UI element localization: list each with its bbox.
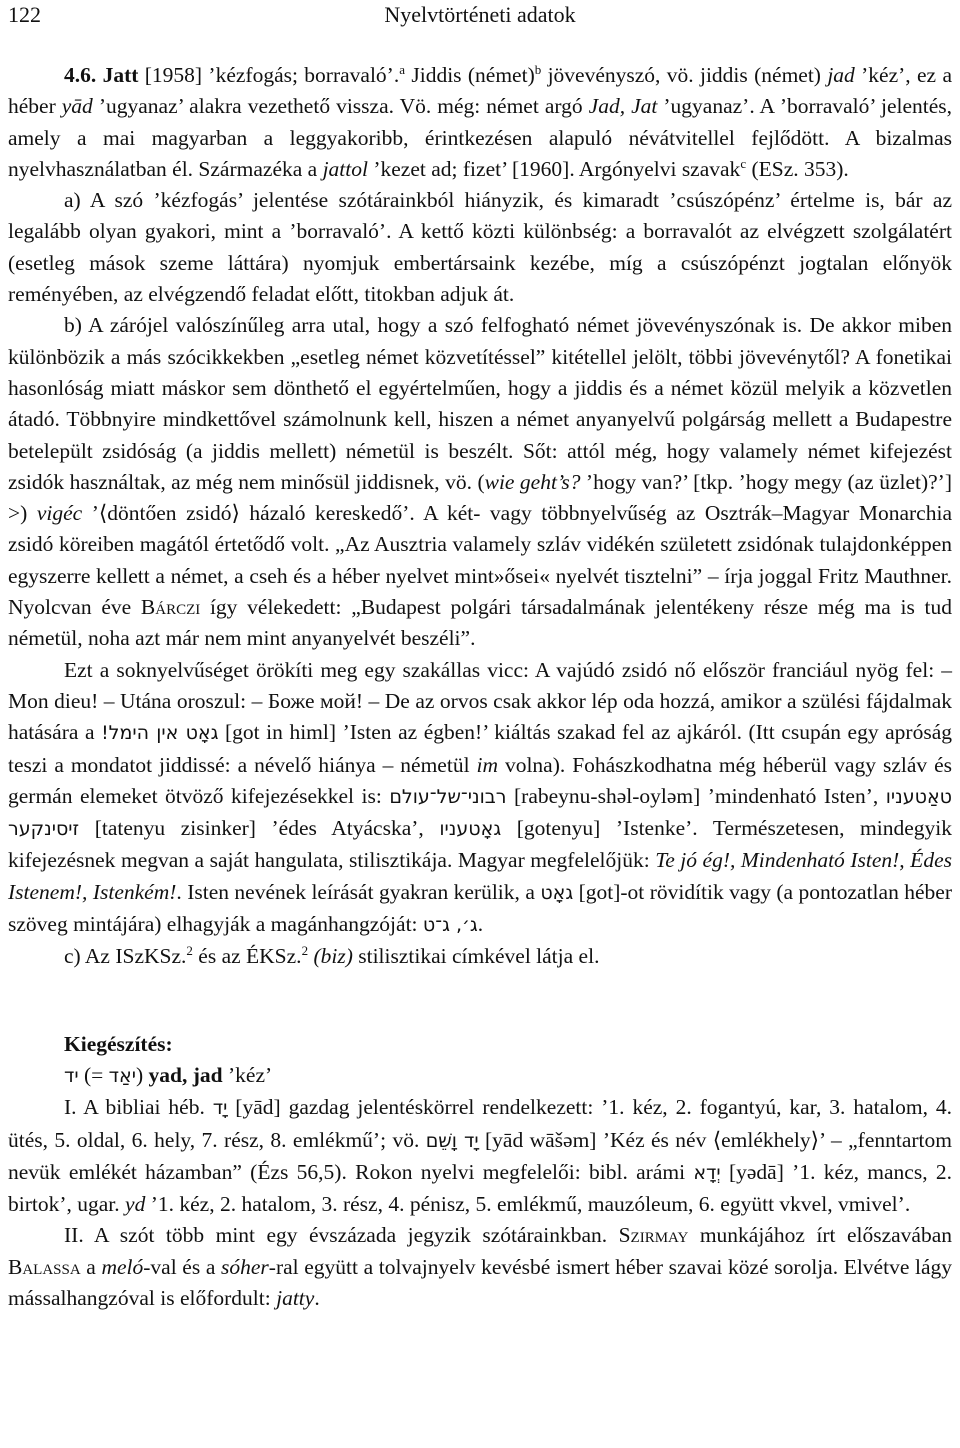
text-run: ’hogy van?’ [tkp. ’hogy megy (az üzlet)?’] >) bbox=[8, 469, 952, 526]
text-run: Ezt a soknyelvűséget örökíti meg egy szakállas vicc: A vajúdó zsidó nő először franciául nyög fel: – Mon dieu! – Utána oroszul: – Боже мой! – De az orvos csak akkor lép oda hozzá, amikor a szülési fájdalmak hatására a bbox=[8, 657, 952, 745]
hebrew-phrase: טאַטעניו זיסינקער bbox=[8, 785, 953, 841]
hebrew-phrase: גאָטעניו bbox=[439, 818, 502, 841]
text-run: így vélekedett: „Budapest polgári társadalmának jelentékeny része még ma is tud németül, noha azt már nem mint anyanyelvét beszéli”. bbox=[8, 595, 953, 651]
text-run: (ESz. 353). bbox=[746, 156, 849, 181]
section-II-paragraph bbox=[8, 1220, 952, 1314]
text-run: II. A szót több mint egy évszázada jegyzik szótárainkban. bbox=[64, 1223, 619, 1248]
text-run: [1958] ’kézfogás; borravaló’. bbox=[138, 63, 400, 87]
text-run: ’⟨döntően zsidó⟩ házaló kereskedő’. A két- vagy többnyelvűség az Osztrák–Magyar Monarchia zsidó köreiben magától értetődő volt. „Az Ausztria valamely szláv vidékén született zsidónak tulajdonképpen egyszerre kellett a német, a cseh és a héber nyelvet mint»ősei« nyelvét tisztelni” – írja joggal Fritz Mauthner. Nyolcvan éve bbox=[8, 501, 952, 620]
text-run: . bbox=[477, 912, 484, 937]
text-run: c) Az ISzKSz. bbox=[64, 944, 187, 969]
italic-term: wie geht’s? bbox=[484, 469, 581, 494]
text-run: a bbox=[80, 1254, 102, 1279]
italic-term: jattol bbox=[322, 156, 368, 181]
hebrew-phrase: יד bbox=[64, 1064, 79, 1087]
text-run: [rabeynu-shəl-oyləm] ’mindenható Isten’, bbox=[506, 783, 886, 808]
hebrew-phrase: גאָט bbox=[540, 881, 574, 904]
text-run: b) A zárójel valószínűleg arra utal, hogy a szó felfogható német jövevényszónak is. De akkor miben különbözik a más szócikkekben „esetleg német közvetítéssel” kitétellel jelölt, többi jövevénytől? A fonetikai hasonlóság miatt máskor sem dönthető el egyértelműen, hogy a jiddis és a német közül melyik a közvetlen átadó. Többnyire mindkettővel számolnunk kell, hiszen a német anyanyelvű polgárság mellett a Budapestre betelepült zsidóság (a jiddis mellett) németül is beszélt. Sőt: attól még, hogy valamely német kifejezést zsidók használtak, az még nem minősül jiddisnek, vö. ( bbox=[8, 313, 952, 494]
note-b-paragraph bbox=[8, 310, 952, 654]
text-run: (= bbox=[78, 1062, 109, 1087]
text-run: ’kezet ad; fizet’ [1960]. Argónyelvi szavak bbox=[367, 156, 741, 181]
joke-paragraph bbox=[8, 655, 952, 942]
text-run: . bbox=[314, 1285, 320, 1310]
text-run: ’ugyanaz’. A ’borravaló’ jelentés, amely a mai magyarban a leggyakoribb, érintkezésen alapuló névátvitellel fejlődött. A bizalmas nyelvhasználatban él. Származéka a bbox=[8, 94, 953, 181]
text-run: [got]-ot rövidítik vagy (a pontozatlan héber szöveg mintájára) elhagyják a magánhangzóját: bbox=[8, 879, 952, 937]
entry-jatt-paragraph bbox=[8, 60, 952, 185]
italic-term: meló bbox=[101, 1254, 144, 1279]
running-title: Nyelvtörténeti adatok bbox=[384, 2, 576, 27]
text-run: [yād wāšəm] ’Kéz és név ⟨emlékhely⟩’ – „fenntartom nevük emlékét házamban” (Ézs 56,5). Rokon nyelvi megfelelői: bibl. arámi bbox=[8, 1127, 952, 1184]
footnote-marker-b: b bbox=[534, 61, 542, 77]
text-run: [tatenyu zisinker] ’édes Atyácska’, bbox=[79, 816, 440, 841]
hebrew-phrase: יָד וָשֵׁם bbox=[425, 1129, 479, 1152]
italic-term: (biz) bbox=[313, 944, 353, 969]
text-run: ) bbox=[136, 1062, 149, 1087]
text-run: [got in himl] ’Isten az égben!’ kiáltás szakad fel az ajkáról. (Itt csupán egy apróság teszi a mondatot jiddissé: a névelő hiánya – németül bbox=[8, 720, 952, 777]
hebrew-phrase: יאַד bbox=[108, 1064, 136, 1087]
entry-headword: 4.6. Jatt bbox=[64, 63, 139, 87]
section-I-paragraph bbox=[8, 1092, 952, 1220]
text-run: jövevényszó, vö. jiddis (német) bbox=[541, 63, 828, 87]
footnote-marker-a: a bbox=[399, 61, 406, 77]
text-run: ’kéz’ bbox=[222, 1062, 273, 1087]
text-run: I. A bibliai héb. bbox=[64, 1095, 213, 1120]
text-run: Jiddis (német) bbox=[405, 63, 535, 87]
supplement-heading: Kiegészítés: bbox=[64, 1031, 173, 1056]
page-body bbox=[8, 60, 952, 1314]
italic-term: jad bbox=[827, 63, 855, 87]
text-run: ’ugyanaz’ alakra vezethető vissza. Vö. még: német argó bbox=[92, 94, 589, 119]
note-c-paragraph bbox=[8, 941, 952, 972]
italic-term: jatty bbox=[276, 1285, 315, 1310]
hebrew-phrase: רבוני־של־עולם bbox=[389, 785, 507, 808]
section-spacer bbox=[8, 973, 952, 1029]
text-run: ’1. kéz, 2. hatalom, 3. rész, 4. pénisz, 5. emlékmű, mauzóleum, 6. együtt vkvel, vmivel’. bbox=[145, 1192, 911, 1217]
author-name: Bárczi bbox=[140, 595, 201, 620]
italic-term: vigéc bbox=[36, 501, 83, 526]
footnote-marker-c: c bbox=[740, 155, 747, 171]
text-run: . Isten nevének leírását gyakran kerülik, a bbox=[176, 879, 541, 904]
note-a-paragraph: a) A szó ’kézfogás’ jelentése szótárainkból hiányzik, és kimaradt ’csúszópénz’ értelme is, bár az legalább olyan gyakori, mint a ’borravaló’. A kettő közti különbség: a borravalót az elvégzett szolgálatért (esetleg mások szeme láttára) nyomjuk embertársaink kezébe, míg a csúszópénzt jogtalan előnyök reményében, az elvégzendő feladat előtt, titokban adjuk át. bbox=[8, 188, 952, 307]
text-run: [yād] gazdag jelentéskörrel rendelkezett: ’1. kéz, 2. fogantyú, kar, 3. hatalom, 4. ütés, 5. oldal, 6. hely, 7. rész, 8. emlékmű’; vö. bbox=[8, 1095, 952, 1152]
text-run: ’kéz’, ez a héber bbox=[8, 63, 952, 119]
italic-term: sóher bbox=[221, 1254, 269, 1279]
author-name: Balassa bbox=[8, 1254, 81, 1279]
italic-term: yād bbox=[61, 94, 93, 119]
hebrew-phrase: יָד bbox=[212, 1097, 228, 1120]
edition-superscript: 2 bbox=[301, 943, 309, 959]
bold-term: yad, jad bbox=[148, 1062, 223, 1087]
author-name: Szirmay bbox=[618, 1223, 689, 1248]
text-run: és az ÉKSz. bbox=[192, 944, 302, 969]
hebrew-phrase: יְדָא bbox=[693, 1161, 721, 1184]
italic-term: im bbox=[476, 752, 498, 777]
text-run: volna). Fohászkodhatna még héberül vagy szláv és germán elemeket ötvöző kifejezésekkel is: bbox=[8, 752, 952, 808]
text-run: stilisztikai címkével látja el. bbox=[352, 944, 600, 969]
text-run: [gotenyu] ’Istenke’. Természetesen, mindegyik kifejezésnek megvan a saját hangulata, stilisztikája. Magyar megfelelőjük: bbox=[8, 816, 952, 873]
edition-superscript: 2 bbox=[186, 943, 193, 959]
text-run: [yədā] ’1. kéz, mancs, 2. birtok’, ugar. bbox=[8, 1159, 952, 1217]
page-number: 122 bbox=[8, 2, 41, 27]
text-run: -ral együtt a tolvajnyelv kevésbé ismert héber szavai közé sorolja. Elvétve lágy mássalhangzóval is előfordult: bbox=[8, 1254, 953, 1310]
italic-term: Te jó ég!, Mindenható Isten!, Édes Istenem!, Istenkém! bbox=[8, 848, 952, 904]
text-run: munkájához írt előszavában bbox=[688, 1223, 952, 1248]
italic-term: Jad, Jat bbox=[588, 94, 658, 119]
hebrew-phrase: ג׳, ג־ט bbox=[422, 914, 478, 937]
hebrew-phrase: גאָט אין הימל! bbox=[101, 722, 219, 745]
supplement-headword-line bbox=[8, 1060, 952, 1092]
text-run: -val és a bbox=[143, 1254, 221, 1279]
page-header bbox=[8, 0, 952, 30]
italic-term: yd bbox=[125, 1192, 146, 1217]
